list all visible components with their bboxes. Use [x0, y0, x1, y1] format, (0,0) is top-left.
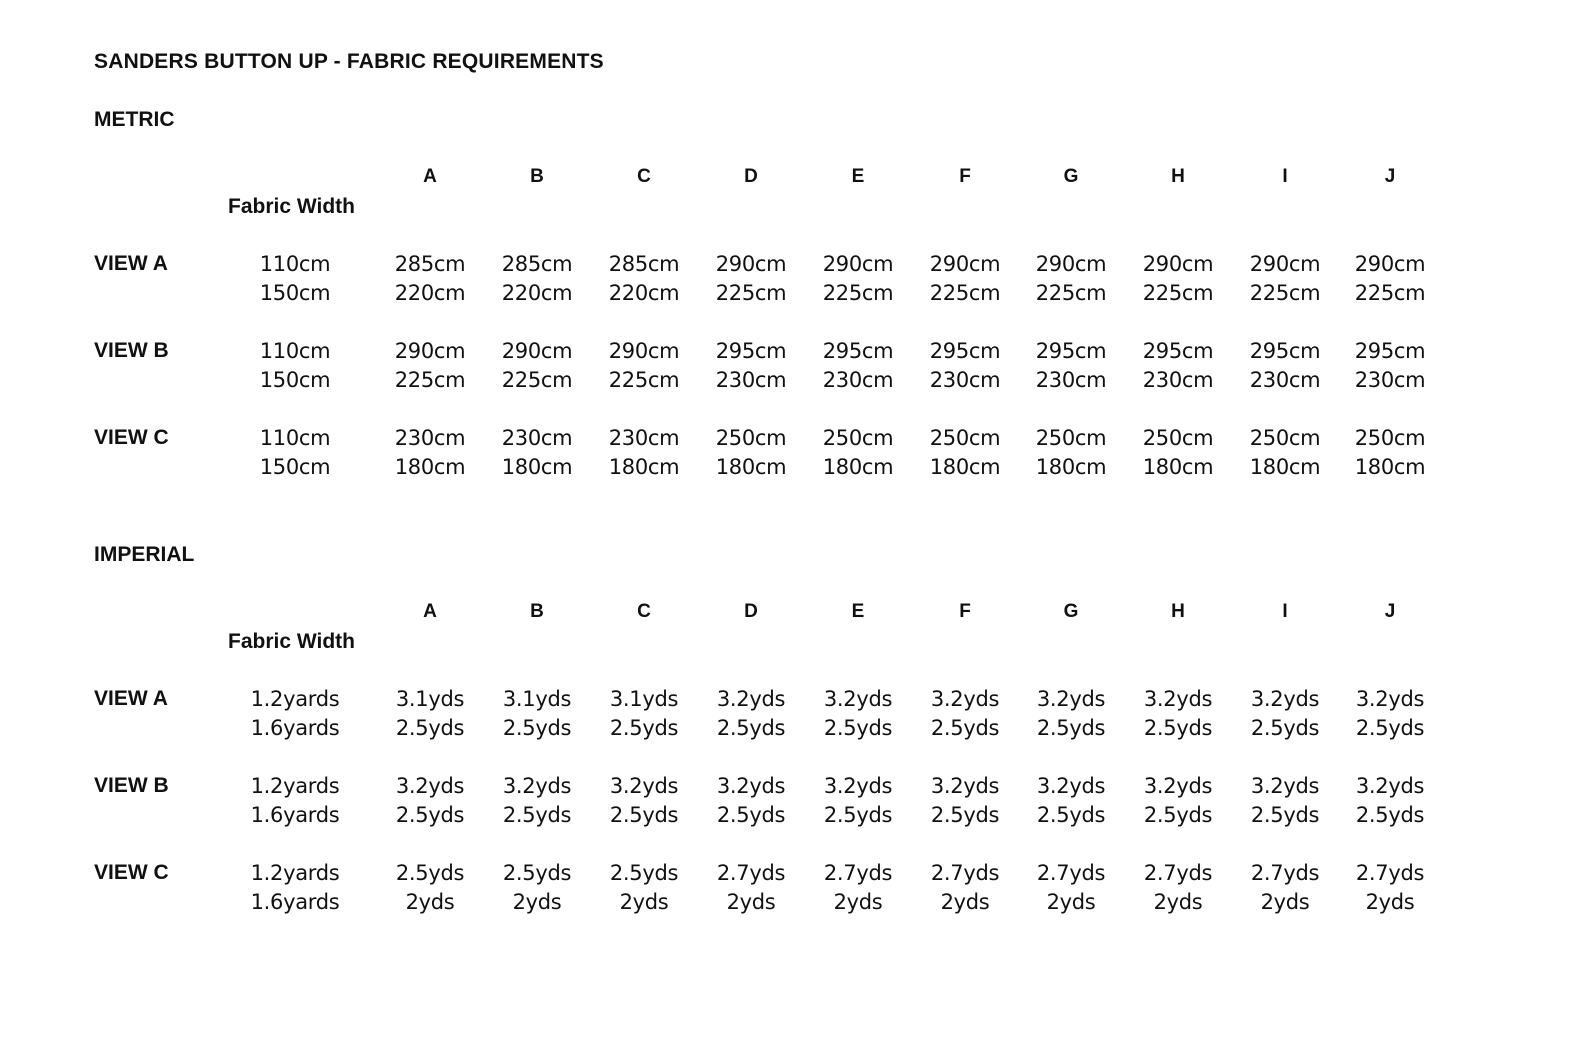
imperial-column-header: J [1384, 601, 1396, 622]
imperial-yardage-cell: 2.5yds [502, 803, 572, 827]
metric-yardage-cell: 220cm [501, 281, 573, 305]
metric-fabric-width-value: 110cm [259, 339, 331, 363]
metric-yardage-cell: 230cm [1142, 368, 1214, 392]
metric-yardage-cell: 230cm [501, 426, 573, 450]
imperial-yardage-cell: 2.5yds [716, 716, 786, 740]
imperial-yardage-cell: 3.2yds [1355, 687, 1425, 711]
imperial-yardage-cell: 2yds [940, 890, 990, 914]
metric-yardage-cell: 225cm [394, 368, 466, 392]
metric-yardage-cell: 225cm [608, 368, 680, 392]
metric-yardage-cell: 290cm [822, 252, 894, 276]
imperial-yardage-cell: 3.2yds [823, 774, 893, 798]
metric-yardage-cell: 290cm [715, 252, 787, 276]
metric-yardage-cell: 290cm [929, 252, 1001, 276]
metric-yardage-cell: 225cm [715, 281, 787, 305]
metric-yardage-cell: 295cm [1354, 339, 1426, 363]
metric-yardage-cell: 225cm [1142, 281, 1214, 305]
imperial-view-label: VIEW B [94, 774, 169, 797]
metric-yardage-cell: 250cm [715, 426, 787, 450]
metric-yardage-cell: 290cm [1354, 252, 1426, 276]
imperial-yardage-cell: 2.5yds [930, 803, 1000, 827]
metric-column-header: G [1063, 166, 1079, 187]
metric-yardage-cell: 290cm [394, 339, 466, 363]
metric-yardage-cell: 295cm [715, 339, 787, 363]
metric-yardage-cell: 220cm [394, 281, 466, 305]
metric-section-label: METRIC [94, 108, 175, 131]
metric-yardage-cell: 180cm [1354, 455, 1426, 479]
imperial-fabric-width-value: 1.6yards [250, 890, 340, 914]
imperial-yardage-cell: 2.7yds [716, 861, 786, 885]
metric-yardage-cell: 290cm [1142, 252, 1214, 276]
metric-fabric-width-value: 110cm [259, 252, 331, 276]
imperial-column-header: H [1171, 601, 1185, 622]
imperial-yardage-cell: 3.2yds [609, 774, 679, 798]
metric-yardage-cell: 180cm [394, 455, 466, 479]
imperial-yardage-cell: 2yds [405, 890, 455, 914]
imperial-yardage-cell: 2.5yds [502, 716, 572, 740]
metric-yardage-cell: 295cm [1035, 339, 1107, 363]
imperial-yardage-cell: 3.1yds [395, 687, 465, 711]
metric-yardage-cell: 295cm [822, 339, 894, 363]
imperial-section-label: IMPERIAL [94, 543, 195, 566]
imperial-yardage-cell: 2.5yds [395, 716, 465, 740]
metric-yardage-cell: 180cm [1035, 455, 1107, 479]
metric-yardage-cell: 180cm [501, 455, 573, 479]
metric-column-header: A [423, 166, 437, 187]
metric-column-header: C [637, 166, 651, 187]
imperial-fabric-width-value: 1.6yards [250, 716, 340, 740]
metric-yardage-cell: 285cm [501, 252, 573, 276]
imperial-yardage-cell: 3.2yds [502, 774, 572, 798]
metric-yardage-cell: 230cm [1249, 368, 1321, 392]
imperial-yardage-cell: 3.2yds [1143, 774, 1213, 798]
imperial-fabric-width-value: 1.2yards [250, 774, 340, 798]
imperial-yardage-cell: 2yds [833, 890, 883, 914]
metric-column-header: D [744, 166, 758, 187]
metric-column-header: F [959, 166, 971, 187]
metric-fabric-width-value: 150cm [259, 455, 331, 479]
imperial-yardage-cell: 3.2yds [1355, 774, 1425, 798]
metric-yardage-cell: 225cm [929, 281, 1001, 305]
metric-view-label: VIEW C [94, 426, 169, 449]
metric-view-label: VIEW A [94, 252, 168, 275]
metric-yardage-cell: 225cm [501, 368, 573, 392]
imperial-yardage-cell: 2.5yds [1355, 803, 1425, 827]
imperial-yardage-cell: 2yds [1365, 890, 1415, 914]
metric-yardage-cell: 230cm [822, 368, 894, 392]
imperial-yardage-cell: 2.7yds [930, 861, 1000, 885]
metric-yardage-cell: 290cm [1249, 252, 1321, 276]
metric-yardage-cell: 295cm [1142, 339, 1214, 363]
metric-column-header: H [1171, 166, 1185, 187]
metric-column-header: B [530, 166, 544, 187]
metric-yardage-cell: 290cm [501, 339, 573, 363]
imperial-column-header: A [423, 601, 437, 622]
imperial-yardage-cell: 3.2yds [1036, 687, 1106, 711]
imperial-yardage-cell: 2.5yds [1143, 716, 1213, 740]
imperial-column-header: G [1063, 601, 1079, 622]
imperial-yardage-cell: 2.5yds [395, 803, 465, 827]
metric-yardage-cell: 225cm [1249, 281, 1321, 305]
metric-yardage-cell: 230cm [715, 368, 787, 392]
imperial-view-label: VIEW A [94, 687, 168, 710]
metric-yardage-cell: 250cm [1249, 426, 1321, 450]
imperial-yardage-cell: 2.5yds [823, 803, 893, 827]
metric-yardage-cell: 250cm [1142, 426, 1214, 450]
imperial-yardage-cell: 2.5yds [1250, 716, 1320, 740]
imperial-yardage-cell: 2.5yds [1036, 716, 1106, 740]
imperial-yardage-cell: 2yds [1046, 890, 1096, 914]
imperial-column-header: B [530, 601, 544, 622]
metric-yardage-cell: 290cm [1035, 252, 1107, 276]
imperial-yardage-cell: 3.2yds [716, 687, 786, 711]
metric-yardage-cell: 285cm [608, 252, 680, 276]
metric-fabric-width-header: Fabric Width [228, 195, 355, 218]
metric-yardage-cell: 295cm [929, 339, 1001, 363]
imperial-column-header: I [1282, 601, 1288, 622]
metric-yardage-cell: 225cm [1354, 281, 1426, 305]
imperial-yardage-cell: 2.5yds [716, 803, 786, 827]
imperial-yardage-cell: 3.1yds [609, 687, 679, 711]
metric-yardage-cell: 180cm [929, 455, 1001, 479]
metric-yardage-cell: 230cm [1035, 368, 1107, 392]
imperial-view-label: VIEW C [94, 861, 169, 884]
imperial-fabric-width-value: 1.2yards [250, 687, 340, 711]
metric-yardage-cell: 285cm [394, 252, 466, 276]
imperial-yardage-cell: 2.7yds [1036, 861, 1106, 885]
metric-yardage-cell: 180cm [715, 455, 787, 479]
imperial-yardage-cell: 2.7yds [1143, 861, 1213, 885]
imperial-yardage-cell: 2.7yds [1355, 861, 1425, 885]
metric-yardage-cell: 230cm [608, 426, 680, 450]
imperial-yardage-cell: 2yds [619, 890, 669, 914]
imperial-column-header: E [851, 601, 865, 622]
imperial-yardage-cell: 3.2yds [930, 687, 1000, 711]
imperial-yardage-cell: 3.2yds [1036, 774, 1106, 798]
imperial-yardage-cell: 3.2yds [716, 774, 786, 798]
imperial-column-header: F [959, 601, 971, 622]
imperial-fabric-width-value: 1.2yards [250, 861, 340, 885]
imperial-yardage-cell: 2.5yds [609, 716, 679, 740]
metric-yardage-cell: 180cm [822, 455, 894, 479]
imperial-yardage-cell: 2.7yds [1250, 861, 1320, 885]
imperial-fabric-width-header: Fabric Width [228, 630, 355, 653]
metric-yardage-cell: 290cm [608, 339, 680, 363]
metric-yardage-cell: 250cm [1035, 426, 1107, 450]
imperial-yardage-cell: 2.5yds [1250, 803, 1320, 827]
imperial-yardage-cell: 3.2yds [823, 687, 893, 711]
imperial-yardage-cell: 2.5yds [502, 861, 572, 885]
metric-fabric-width-value: 150cm [259, 368, 331, 392]
imperial-yardage-cell: 2.5yds [1143, 803, 1213, 827]
imperial-yardage-cell: 3.1yds [502, 687, 572, 711]
metric-fabric-width-value: 110cm [259, 426, 331, 450]
imperial-column-header: C [637, 601, 651, 622]
metric-yardage-cell: 180cm [608, 455, 680, 479]
metric-yardage-cell: 180cm [1142, 455, 1214, 479]
metric-yardage-cell: 295cm [1249, 339, 1321, 363]
metric-yardage-cell: 225cm [1035, 281, 1107, 305]
metric-column-header: E [851, 166, 865, 187]
metric-yardage-cell: 250cm [822, 426, 894, 450]
imperial-yardage-cell: 2.5yds [395, 861, 465, 885]
imperial-yardage-cell: 3.2yds [930, 774, 1000, 798]
metric-yardage-cell: 220cm [608, 281, 680, 305]
imperial-yardage-cell: 2yds [1260, 890, 1310, 914]
imperial-yardage-cell: 2.5yds [609, 861, 679, 885]
metric-view-label: VIEW B [94, 339, 169, 362]
imperial-yardage-cell: 3.2yds [395, 774, 465, 798]
imperial-yardage-cell: 3.2yds [1250, 774, 1320, 798]
page-title: SANDERS BUTTON UP - FABRIC REQUIREMENTS [94, 50, 604, 73]
metric-yardage-cell: 230cm [394, 426, 466, 450]
imperial-yardage-cell: 2.5yds [609, 803, 679, 827]
imperial-column-header: D [744, 601, 758, 622]
metric-yardage-cell: 250cm [929, 426, 1001, 450]
imperial-yardage-cell: 2yds [512, 890, 562, 914]
imperial-yardage-cell: 2yds [726, 890, 776, 914]
imperial-yardage-cell: 3.2yds [1143, 687, 1213, 711]
imperial-yardage-cell: 2.5yds [1355, 716, 1425, 740]
metric-yardage-cell: 230cm [1354, 368, 1426, 392]
metric-yardage-cell: 230cm [929, 368, 1001, 392]
imperial-fabric-width-value: 1.6yards [250, 803, 340, 827]
metric-yardage-cell: 250cm [1354, 426, 1426, 450]
metric-fabric-width-value: 150cm [259, 281, 331, 305]
imperial-yardage-cell: 2.5yds [930, 716, 1000, 740]
metric-column-header: J [1384, 166, 1396, 187]
metric-yardage-cell: 225cm [822, 281, 894, 305]
imperial-yardage-cell: 2.5yds [1036, 803, 1106, 827]
imperial-yardage-cell: 2yds [1153, 890, 1203, 914]
imperial-yardage-cell: 2.5yds [823, 716, 893, 740]
metric-yardage-cell: 180cm [1249, 455, 1321, 479]
imperial-yardage-cell: 2.7yds [823, 861, 893, 885]
imperial-yardage-cell: 3.2yds [1250, 687, 1320, 711]
metric-column-header: I [1282, 166, 1288, 187]
